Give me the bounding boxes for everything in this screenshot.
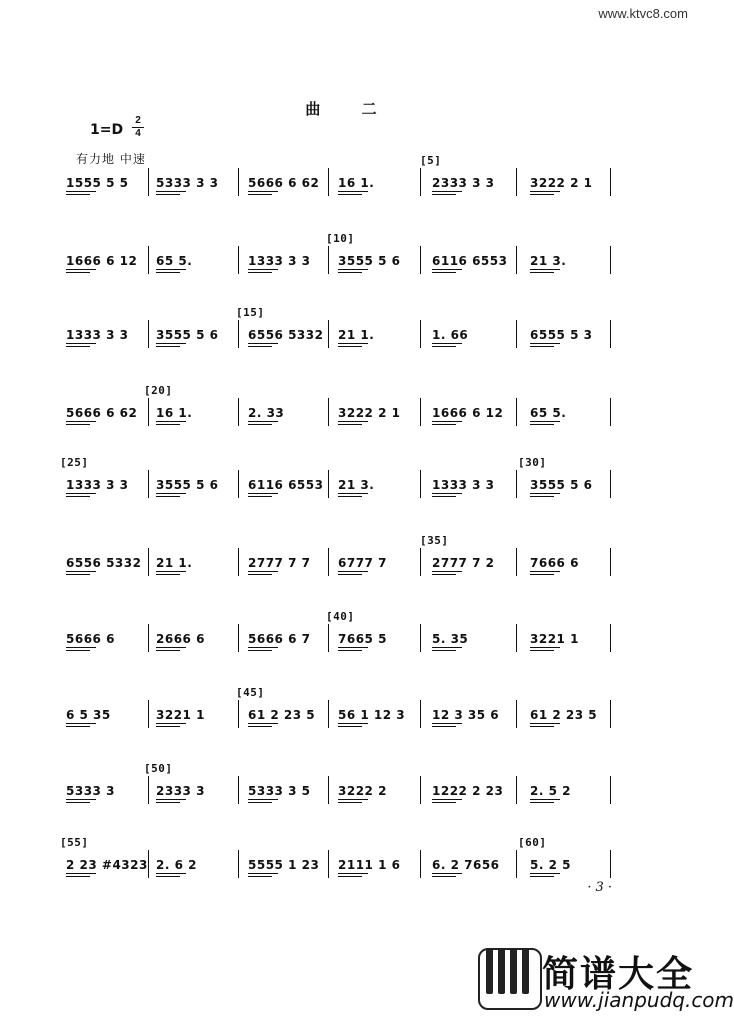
beam-line	[432, 269, 462, 270]
page-number: · 3 ·	[587, 880, 612, 895]
beam-line	[338, 272, 362, 273]
bar-line	[328, 470, 329, 498]
beam-line	[66, 346, 90, 347]
measure-notes: 1333 3 3	[248, 254, 311, 268]
bar-line	[420, 850, 421, 878]
beam-line	[66, 650, 90, 651]
bar-line	[148, 548, 149, 576]
beam-line	[530, 343, 560, 344]
measure-notes: 2 23 #4323	[66, 858, 148, 872]
beam-line	[530, 272, 554, 273]
measure-notes: 21 1.	[156, 556, 193, 570]
measure-notes: 16 1.	[338, 176, 375, 190]
measure-notes: 21 1.	[338, 328, 375, 342]
measure-notes: 3221 1	[156, 708, 205, 722]
bar-line	[328, 548, 329, 576]
beam-line	[432, 191, 462, 192]
beam-line	[432, 799, 462, 800]
measure-notes: 3555 5 6	[338, 254, 401, 268]
bar-line	[328, 398, 329, 426]
beam-line	[338, 493, 368, 494]
beam-line	[156, 650, 180, 651]
beam-line	[432, 496, 456, 497]
bar-line	[148, 246, 149, 274]
beam-line	[530, 802, 554, 803]
staff-row	[0, 686, 700, 752]
measure-notes: 6777 7	[338, 556, 387, 570]
page-title: 曲 二	[305, 100, 395, 118]
beam-line	[530, 574, 554, 575]
bar-line	[516, 850, 517, 878]
beam-line	[338, 647, 368, 648]
measure-notes: 12 3 35 6	[432, 708, 500, 722]
site-logo	[478, 944, 734, 1012]
measure-notes: 6555 5 3	[530, 328, 593, 342]
bar-line	[238, 700, 239, 728]
beam-line	[432, 421, 462, 422]
beam-line	[338, 873, 368, 874]
bar-line	[420, 700, 421, 728]
beam-line	[530, 873, 560, 874]
beam-line	[338, 424, 362, 425]
measure-notes: 3555 5 6	[156, 478, 219, 492]
measure-number: [15]	[236, 306, 265, 319]
beam-line	[156, 571, 186, 572]
beam-line	[248, 343, 278, 344]
beam-line	[66, 876, 90, 877]
beam-line	[156, 876, 180, 877]
measure-notes: 21 3.	[530, 254, 567, 268]
bar-line	[610, 168, 611, 196]
measure-notes: 7665 5	[338, 632, 387, 646]
measure-number: [20]	[144, 384, 173, 397]
bar-line	[610, 776, 611, 804]
beam-line	[530, 194, 554, 195]
measure-notes: 61 2 23 5	[248, 708, 316, 722]
bar-line	[610, 320, 611, 348]
bar-line	[328, 246, 329, 274]
measure-notes: 1666 6 12	[432, 406, 504, 420]
bar-line	[610, 850, 611, 878]
bar-line	[610, 700, 611, 728]
measure-notes: 2333 3	[156, 784, 205, 798]
beam-line	[248, 571, 278, 572]
bar-line	[148, 398, 149, 426]
beam-line	[338, 799, 368, 800]
site-url: www.ktvc8.com	[598, 6, 688, 21]
bar-line	[238, 624, 239, 652]
tempo-marking: 有力地 中速	[76, 152, 146, 166]
measure-number: [5]	[420, 154, 442, 167]
time-signature-top: 2	[135, 115, 141, 126]
beam-line	[432, 343, 462, 344]
measure-notes: 6 5 35	[66, 708, 111, 722]
beam-line	[156, 272, 180, 273]
bar-line	[328, 624, 329, 652]
bar-line	[238, 246, 239, 274]
measure-notes: 3222 2 1	[530, 176, 593, 190]
beam-line	[338, 269, 368, 270]
beam-line	[338, 346, 362, 347]
beam-line	[66, 873, 96, 874]
bar-line	[328, 700, 329, 728]
beam-line	[338, 574, 362, 575]
beam-line	[156, 343, 186, 344]
beam-line	[156, 574, 180, 575]
beam-line	[156, 726, 180, 727]
bar-line	[420, 398, 421, 426]
bar-line	[420, 776, 421, 804]
bar-line	[516, 168, 517, 196]
beam-line	[248, 802, 272, 803]
beam-line	[338, 876, 362, 877]
beam-line	[432, 571, 462, 572]
measure-notes: 2666 6	[156, 632, 205, 646]
beam-line	[66, 647, 96, 648]
measure-number: [40]	[326, 610, 355, 623]
measure-notes: 6116 6553	[432, 254, 508, 268]
beam-line	[66, 574, 90, 575]
beam-line	[66, 343, 96, 344]
beam-line	[156, 873, 186, 874]
beam-line	[338, 802, 362, 803]
beam-line	[338, 191, 368, 192]
measure-notes: 16 1.	[156, 406, 193, 420]
measure-notes: 3222 2	[338, 784, 387, 798]
piano-icon	[478, 948, 542, 1010]
beam-line	[248, 272, 272, 273]
beam-line	[156, 647, 186, 648]
measure-notes: 2333 3 3	[432, 176, 495, 190]
bar-line	[516, 776, 517, 804]
measure-notes: 1666 6 12	[66, 254, 138, 268]
beam-line	[432, 493, 462, 494]
measure-notes: 1333 3 3	[66, 328, 129, 342]
bar-line	[148, 624, 149, 652]
measure-number: [30]	[518, 456, 547, 469]
beam-line	[248, 650, 272, 651]
measure-notes: 56 1 12 3	[338, 708, 406, 722]
beam-line	[530, 571, 560, 572]
beam-line	[66, 571, 96, 572]
beam-line	[156, 424, 180, 425]
beam-line	[248, 496, 272, 497]
beam-line	[66, 191, 96, 192]
measure-notes: 5333 3	[66, 784, 115, 798]
beam-line	[156, 723, 186, 724]
beam-line	[248, 424, 272, 425]
measure-notes: 2. 6 2	[156, 858, 197, 872]
beam-line	[432, 876, 456, 877]
beam-line	[66, 496, 90, 497]
beam-line	[432, 802, 456, 803]
measure-notes: 65 5.	[156, 254, 193, 268]
beam-line	[156, 421, 186, 422]
beam-line	[248, 574, 272, 575]
beam-line	[530, 424, 554, 425]
beam-line	[248, 191, 278, 192]
beam-line	[530, 191, 560, 192]
bar-line	[516, 548, 517, 576]
bar-line	[148, 700, 149, 728]
bar-line	[610, 398, 611, 426]
measure-notes: 5. 35	[432, 632, 469, 646]
measure-notes: 6. 2 7656	[432, 858, 500, 872]
beam-line	[338, 726, 362, 727]
measure-notes: 5666 6 7	[248, 632, 311, 646]
beam-line	[66, 799, 96, 800]
beam-line	[156, 194, 180, 195]
beam-line	[248, 493, 278, 494]
beam-line	[432, 650, 456, 651]
beam-line	[338, 343, 368, 344]
measure-notes: 61 2 23 5	[530, 708, 598, 722]
measure-notes: 5666 6	[66, 632, 115, 646]
beam-line	[156, 496, 180, 497]
beam-line	[432, 873, 462, 874]
measure-notes: 3555 5 6	[156, 328, 219, 342]
bar-line	[610, 246, 611, 274]
measure-notes: 6556 5332	[66, 556, 142, 570]
bar-line	[328, 850, 329, 878]
time-signature-bottom: 4	[135, 128, 141, 139]
measure-notes: 1. 66	[432, 328, 469, 342]
beam-line	[338, 421, 368, 422]
bar-line	[516, 624, 517, 652]
measure-notes: 3221 1	[530, 632, 579, 646]
measure-notes: 65 5.	[530, 406, 567, 420]
bar-line	[148, 320, 149, 348]
measure-notes: 1555 5 5	[66, 176, 129, 190]
measure-notes: 5. 2 5	[530, 858, 571, 872]
staff-row	[0, 384, 700, 450]
measure-notes: 1222 2 23	[432, 784, 504, 798]
staff-row	[0, 232, 700, 298]
beam-line	[432, 272, 456, 273]
bar-line	[516, 700, 517, 728]
measure-notes: 5333 3 3	[156, 176, 219, 190]
beam-line	[248, 799, 278, 800]
bar-line	[148, 776, 149, 804]
bar-line	[516, 398, 517, 426]
beam-line	[530, 650, 554, 651]
bar-line	[238, 548, 239, 576]
beam-line	[530, 346, 554, 347]
beam-line	[156, 799, 186, 800]
beam-line	[432, 726, 456, 727]
time-signature	[132, 116, 144, 139]
beam-line	[338, 194, 362, 195]
beam-line	[338, 650, 362, 651]
measure-notes: 6116 6553	[248, 478, 324, 492]
measure-notes: 5666 6 62	[66, 406, 138, 420]
staff-row	[0, 610, 700, 676]
beam-line	[248, 269, 278, 270]
measure-notes: 2. 5 2	[530, 784, 571, 798]
measure-notes: 3222 2 1	[338, 406, 401, 420]
beam-line	[248, 421, 278, 422]
beam-line	[66, 269, 96, 270]
beam-line	[248, 726, 272, 727]
beam-line	[432, 647, 462, 648]
beam-line	[530, 647, 560, 648]
beam-line	[530, 876, 554, 877]
measure-number: [35]	[420, 534, 449, 547]
measure-number: [50]	[144, 762, 173, 775]
measure-notes: 5555 1 23	[248, 858, 320, 872]
measure-notes: 2111 1 6	[338, 858, 401, 872]
beam-line	[66, 723, 96, 724]
beam-line	[66, 272, 90, 273]
bar-line	[148, 850, 149, 878]
beam-line	[66, 424, 90, 425]
bar-line	[420, 168, 421, 196]
measure-number: [25]	[60, 456, 89, 469]
beam-line	[66, 194, 90, 195]
staff-row	[0, 762, 700, 828]
beam-line	[530, 496, 554, 497]
bar-line	[238, 470, 239, 498]
bar-line	[420, 470, 421, 498]
bar-line	[328, 776, 329, 804]
measure-notes: 1333 3 3	[432, 478, 495, 492]
beam-line	[432, 574, 456, 575]
bar-line	[516, 246, 517, 274]
beam-line	[66, 802, 90, 803]
bar-line	[148, 168, 149, 196]
beam-line	[530, 723, 560, 724]
key-signature: 1=D	[90, 122, 124, 138]
beam-line	[432, 424, 456, 425]
beam-line	[338, 496, 362, 497]
beam-line	[530, 726, 554, 727]
beam-line	[530, 493, 560, 494]
staff-row	[0, 456, 700, 522]
beam-line	[156, 269, 186, 270]
measure-notes: 2777 7 2	[432, 556, 495, 570]
measure-number: [45]	[236, 686, 265, 699]
bar-line	[420, 624, 421, 652]
bar-line	[420, 320, 421, 348]
bar-line	[420, 548, 421, 576]
bar-line	[516, 470, 517, 498]
measure-notes: 3555 5 6	[530, 478, 593, 492]
bar-line	[238, 776, 239, 804]
beam-line	[432, 723, 462, 724]
beam-line	[338, 723, 368, 724]
bar-line	[610, 470, 611, 498]
bar-line	[328, 320, 329, 348]
measure-notes: 2777 7 7	[248, 556, 311, 570]
bar-line	[610, 548, 611, 576]
bar-line	[420, 246, 421, 274]
bar-line	[238, 168, 239, 196]
logo-url: www.jianpudq.com	[544, 988, 734, 1012]
beam-line	[530, 421, 560, 422]
beam-line	[66, 421, 96, 422]
measure-notes: 1333 3 3	[66, 478, 129, 492]
beam-line	[156, 346, 180, 347]
bar-line	[148, 470, 149, 498]
beam-line	[66, 493, 96, 494]
measure-notes: 6556 5332	[248, 328, 324, 342]
beam-line	[432, 194, 456, 195]
beam-line	[248, 873, 278, 874]
staff-row	[0, 534, 700, 600]
measure-notes: 5666 6 62	[248, 176, 320, 190]
bar-line	[238, 850, 239, 878]
beam-line	[432, 346, 456, 347]
logo-name: 简谱大全	[542, 954, 695, 995]
beam-line	[530, 799, 560, 800]
measure-notes: 5333 3 5	[248, 784, 311, 798]
beam-line	[156, 191, 186, 192]
measure-notes: 7666 6	[530, 556, 579, 570]
bar-line	[610, 624, 611, 652]
staff-row	[0, 306, 700, 372]
measure-number: [55]	[60, 836, 89, 849]
beam-line	[66, 726, 90, 727]
beam-line	[248, 346, 272, 347]
measure-number: [60]	[518, 836, 547, 849]
beam-line	[156, 802, 180, 803]
beam-line	[248, 876, 272, 877]
measure-number: [10]	[326, 232, 355, 245]
beam-line	[338, 571, 368, 572]
bar-line	[516, 320, 517, 348]
bar-line	[328, 168, 329, 196]
measure-notes: 2. 33	[248, 406, 285, 420]
beam-line	[248, 723, 278, 724]
beam-line	[156, 493, 186, 494]
beam-line	[248, 647, 278, 648]
measure-notes: 21 3.	[338, 478, 375, 492]
beam-line	[530, 269, 560, 270]
bar-line	[238, 320, 239, 348]
beam-line	[248, 194, 272, 195]
bar-line	[238, 398, 239, 426]
